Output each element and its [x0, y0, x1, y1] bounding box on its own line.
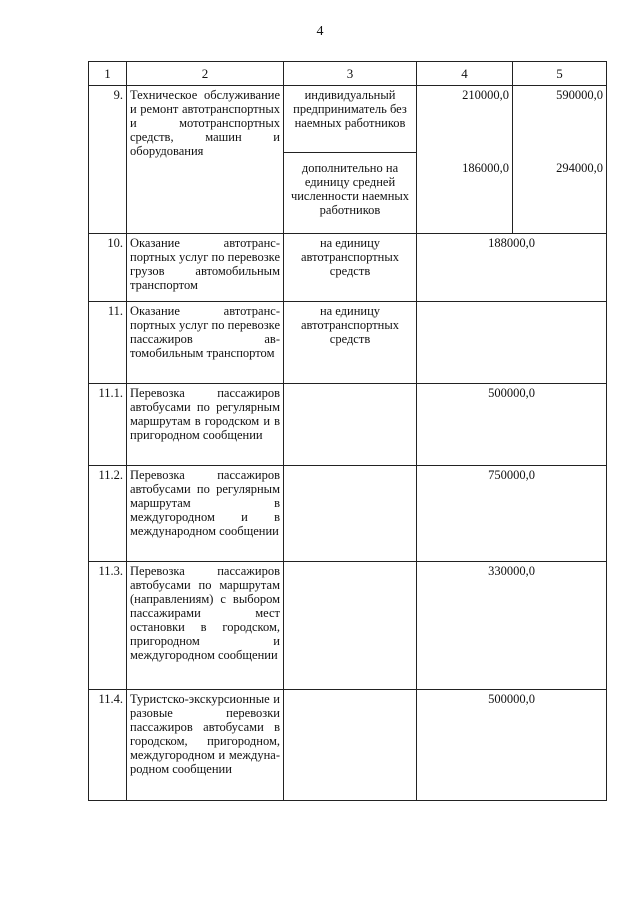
tax-rate-table	[88, 61, 607, 801]
table-row-11	[89, 302, 607, 384]
col5-value-per-employee: 294000,0	[513, 153, 607, 234]
basis-entrepreneur: индивидуальный предприниматель без наемных работников	[284, 86, 417, 153]
merged-value: 188000,0	[417, 234, 607, 302]
basis: на единицу автотранспортных средств	[284, 234, 417, 302]
merged-value-empty	[417, 302, 607, 384]
basis-empty	[284, 466, 417, 562]
table-row-11-1	[89, 384, 607, 466]
col4-value-entrepreneur: 210000,0	[417, 86, 513, 153]
merged-value: 500000,0	[417, 690, 607, 801]
activity-name: Перевозка пассажиров автобусами по регулярным маршрутам в городском и в пригородном сообщении	[127, 384, 284, 466]
table-row-10	[89, 234, 607, 302]
activity-name: Туристско-экскурсионные и разовые перевозки пассажиров автобусами в городском, пригородном, междугородном и международном сообщении	[127, 690, 284, 801]
row-number: 9.	[89, 86, 127, 234]
header-col-3: 3	[284, 62, 417, 86]
header-col-4: 4	[417, 62, 513, 86]
row-number: 11.	[89, 302, 127, 384]
merged-value: 330000,0	[417, 562, 607, 690]
row-number: 11.2.	[89, 466, 127, 562]
row-number: 11.4.	[89, 690, 127, 801]
row-number: 10.	[89, 234, 127, 302]
merged-value: 750000,0	[417, 466, 607, 562]
header-col-1: 1	[89, 62, 127, 86]
header-col-5: 5	[513, 62, 607, 86]
merged-value: 500000,0	[417, 384, 607, 466]
basis-empty	[284, 690, 417, 801]
header-row	[89, 62, 607, 86]
table-row-11-3	[89, 562, 607, 690]
basis-per-employee: дополнительно на единицу средней численности наемных работников	[284, 153, 417, 234]
activity-name: Оказание автотранспортных услуг по перевозке пассажиров автомобильным транспортом	[127, 302, 284, 384]
basis-empty	[284, 562, 417, 690]
table-row-11-4	[89, 690, 607, 801]
row-number: 11.1.	[89, 384, 127, 466]
col5-value-entrepreneur: 590000,0	[513, 86, 607, 153]
basis-empty	[284, 384, 417, 466]
table-row-9	[89, 86, 607, 153]
activity-name: Перевозка пассажиров автобусами по маршрутам (направлениям) с выбором пассажирами мест остановки в городском, пригородном и междугородном сообщении	[127, 562, 284, 690]
col4-value-per-employee: 186000,0	[417, 153, 513, 234]
activity-name: Техническое обслуживание и ремонт автотранспортных и мототранспортных средств, машин и оборудования	[127, 86, 284, 234]
row-number: 11.3.	[89, 562, 127, 690]
activity-name: Оказание автотранспортных услуг по перевозке грузов автомобильным транспортом	[127, 234, 284, 302]
activity-name: Перевозка пассажиров автобусами по регулярным маршрутам в междугородном и в международном сообщении	[127, 466, 284, 562]
table-row-11-2	[89, 466, 607, 562]
page-number: 4	[316, 24, 324, 39]
basis: на единицу автотранспортных средств	[284, 302, 417, 384]
header-col-2: 2	[127, 62, 284, 86]
